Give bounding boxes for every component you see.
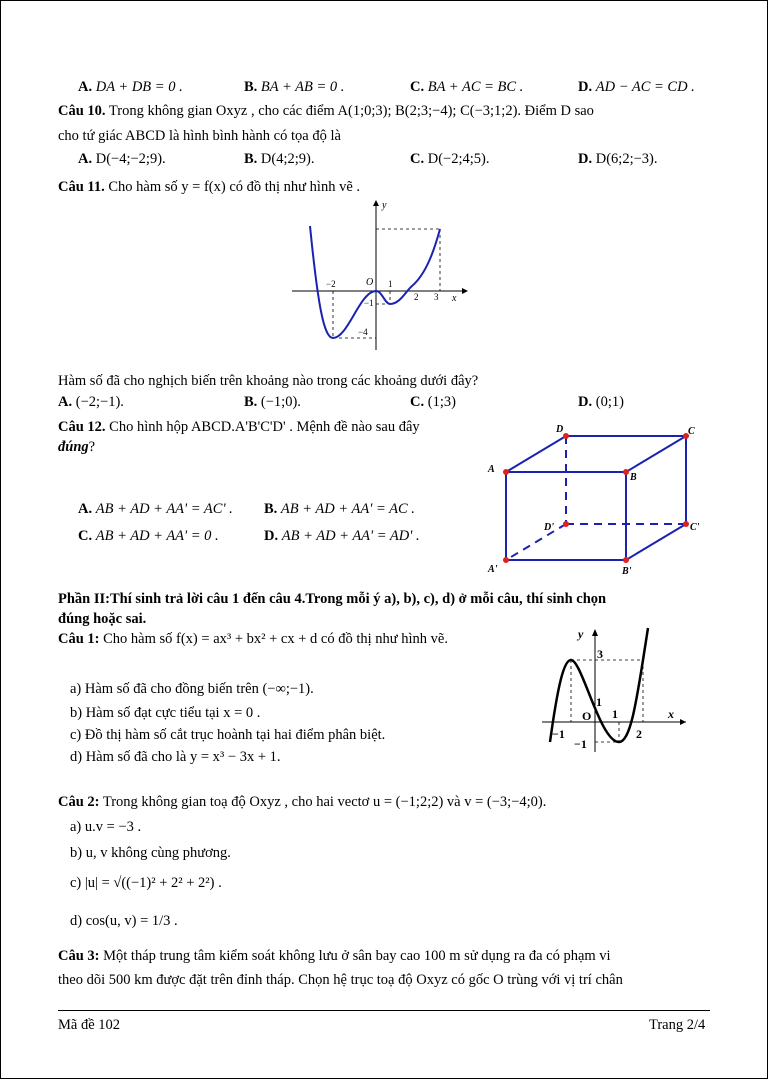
p1-x-label: x bbox=[668, 707, 674, 721]
footer-rule bbox=[58, 1010, 710, 1011]
q10-option-b: B. D(4;2;9). bbox=[244, 151, 315, 167]
q11-tick-m2: −2 bbox=[326, 279, 336, 289]
q11-y-label: y bbox=[382, 200, 387, 211]
cube-label-a1: A' bbox=[488, 564, 498, 575]
q11-option-d: D. (0;1) bbox=[578, 394, 624, 410]
p3-line2: theo dõi 500 km được đặt trên đỉnh tháp. Chọn hệ trục toạ độ Oxyz có gốc O trùng với vị trí chân bbox=[58, 972, 623, 988]
p1-origin-label: O bbox=[582, 709, 592, 723]
q12-stem: Câu 12. Cho hình hộp ABCD.A'B'C'D' . Mệnh đề nào sau đây bbox=[58, 419, 420, 435]
part2-header-2: đúng hoặc sai. bbox=[58, 611, 147, 627]
q12-stem-2: đúng? bbox=[58, 439, 96, 455]
q9-option-c: C. BA + AC = BC . bbox=[410, 79, 524, 95]
q11-tick-3: 3 bbox=[434, 292, 439, 302]
q12-option-c: C. AB + AD + AA' = 0 . bbox=[78, 528, 219, 544]
cube-label-b1: B' bbox=[622, 566, 632, 577]
q9-option-d: D. AD − AC = CD . bbox=[578, 79, 695, 95]
part2-header-1: Phần II:Thí sinh trả lời câu 1 đến câu 4.Trong mỗi ý a), b), c), d) ở mỗi câu, thí sinh chọn bbox=[58, 591, 607, 607]
q10-line1: Câu 10. Trong không gian Oxyz , cho các điểm A(1;0;3); B(2;3;−4); C(−3;1;2). Điểm D sao bbox=[58, 103, 594, 119]
p2-a: a) u.v = −3 . bbox=[70, 819, 142, 835]
cube-label-d: D bbox=[556, 424, 564, 435]
footer-page: Trang 2/4 bbox=[649, 1017, 706, 1033]
p1-c: c) Đồ thị hàm số cắt trục hoành tại hai điểm phân biệt. bbox=[70, 727, 386, 743]
q12-option-d: D. AB + AD + AA' = AD' . bbox=[264, 528, 420, 544]
p3-line1: Câu 3: Một tháp trung tâm kiểm soát không lưu ở sân bay cao 100 m sử dụng ra đa có phạm vi bbox=[58, 948, 611, 964]
p1-tick-x1: 1 bbox=[612, 707, 618, 721]
q11-stem: Câu 11. Cho hàm số y = f(x) có đồ thị như hình vẽ . bbox=[58, 179, 361, 195]
q11-question: Hàm số đã cho nghịch biến trên khoảng nào trong các khoảng dưới đây? bbox=[58, 373, 479, 389]
p1-d: d) Hàm số đã cho là y = x³ − 3x + 1. bbox=[70, 749, 281, 765]
p1-graph bbox=[540, 624, 690, 754]
p1-tick-y1: 1 bbox=[596, 695, 602, 709]
p1-a: a) Hàm số đã cho đồng biến trên (−∞;−1). bbox=[70, 681, 314, 697]
p1-tick-ym1: −1 bbox=[574, 737, 587, 751]
cube-label-b: B bbox=[630, 472, 637, 483]
p1-tick-xm1: −1 bbox=[552, 727, 565, 741]
q12-cube-figure bbox=[482, 420, 708, 580]
q10-option-c: C. D(−2;4;5). bbox=[410, 151, 490, 167]
p2-d: d) cos(u, v) = 1/3 . bbox=[70, 913, 178, 929]
q10-option-d: D. D(6;2;−3). bbox=[578, 151, 658, 167]
q9-option-a: A. DA + DB = 0 . bbox=[78, 79, 183, 95]
footer-code: Mã đề 102 bbox=[58, 1017, 121, 1033]
p1-b: b) Hàm số đạt cực tiểu tại x = 0 . bbox=[70, 705, 261, 721]
p1-stem: Câu 1: Cho hàm số f(x) = ax³ + bx² + cx + d có đồ thị như hình vẽ. bbox=[58, 631, 448, 647]
q10-option-a: A. D(−4;−2;9). bbox=[78, 151, 166, 167]
cube-label-d1: D' bbox=[544, 522, 554, 533]
q11-option-b: B. (−1;0). bbox=[244, 394, 301, 410]
q11-tick-1: 1 bbox=[388, 279, 393, 289]
q9-option-b: B. BA + AB = 0 . bbox=[244, 79, 345, 95]
p2-b: b) u, v không cùng phương. bbox=[70, 845, 231, 861]
q11-x-label: x bbox=[452, 293, 457, 304]
p1-y-label: y bbox=[578, 627, 584, 641]
q11-tick-2: 2 bbox=[414, 292, 419, 302]
p1-tick-x2: 2 bbox=[636, 727, 642, 741]
p2-stem: Câu 2: Trong không gian toạ độ Oxyz , cho hai vectơ u = (−1;2;2) và v = (−3;−4;0). bbox=[58, 794, 547, 810]
q12-option-a: A. AB + AD + AA' = AC' . bbox=[78, 501, 233, 517]
q11-tick-m4: −4 bbox=[358, 327, 368, 337]
cube-label-c: C bbox=[688, 426, 695, 437]
cube-label-c1: C' bbox=[690, 522, 700, 533]
q12-option-b: B. AB + AD + AA' = AC . bbox=[264, 501, 415, 517]
q11-option-c: C. (1;3) bbox=[410, 394, 456, 410]
p1-tick-3: 3 bbox=[597, 647, 603, 661]
cube-label-a: A bbox=[488, 464, 495, 475]
p2-c: c) |u| = √((−1)² + 2² + 2²) . bbox=[70, 875, 222, 891]
q11-origin-label: O bbox=[366, 277, 374, 288]
q11-graph bbox=[290, 196, 470, 354]
q11-option-a: A. (−2;−1). bbox=[58, 394, 124, 410]
q10-line2: cho tứ giác ABCD là hình bình hành có tọa độ là bbox=[58, 128, 341, 144]
q11-tick-m1: −1 bbox=[364, 298, 374, 308]
